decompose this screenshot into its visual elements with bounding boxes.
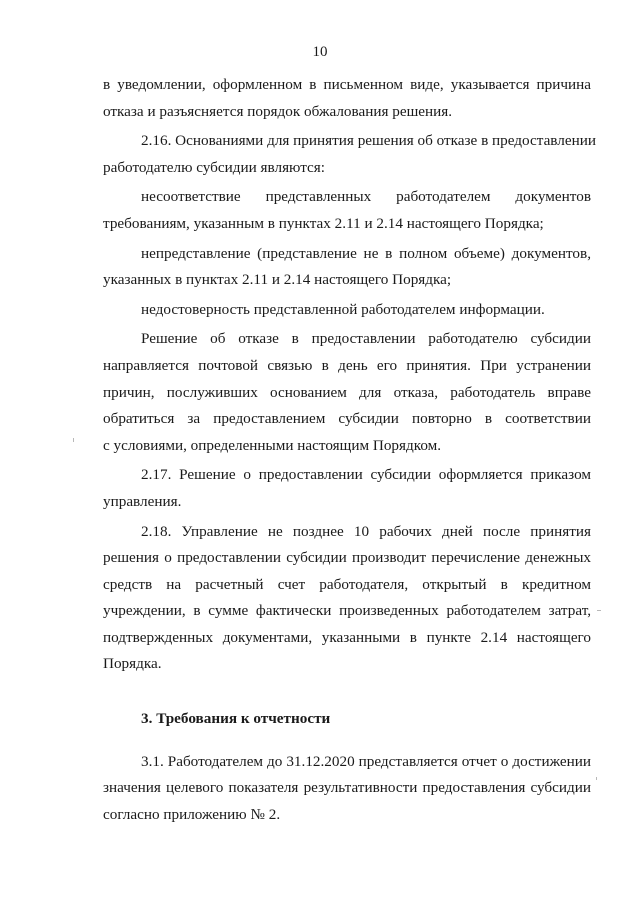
list-item-1: несоответствие представленных работодателем документов (141, 188, 591, 206)
text-line: с условиями, определенными настоящим Порядком. (103, 436, 442, 454)
paragraph-3-1: 3.1. Работодателем до 31.12.2020 представляется отчет о достижении (141, 752, 591, 770)
text-line: требованиям, указанным в пунктах 2.11 и 2.14 настоящего Порядка; (103, 214, 544, 232)
text-line: направляется почтовой связью в день его принятия. При устранении (103, 356, 591, 374)
paragraph-2-16: 2.16. Основаниями для принятия решения об отказе в предоставлении (141, 132, 596, 150)
page-number: 10 (312, 44, 328, 60)
text-line: отказа и разъясняется порядок обжалования решения. (103, 102, 453, 120)
text-line: обратиться за предоставлением субсидии повторно в соответствии (103, 410, 591, 428)
text-line: в уведомлении, оформленном в письменном виде, указывается причина (103, 76, 591, 93)
text-line: работодателю субсидии являются: (103, 158, 325, 176)
paragraph-2-18: 2.18. Управление не позднее 10 рабочих дней после принятия (141, 522, 591, 540)
section-heading: 3. Требования к отчетности (141, 710, 331, 728)
document-body (103, 72, 596, 828)
text-line: подтвержденных документами, указанными в пункте 2.14 настоящего (103, 628, 591, 646)
text-line: указанных в пунктах 2.11 и 2.14 настоящего Порядка; (103, 271, 452, 289)
text-line: значения целевого показателя результативности предоставления субсидии (103, 779, 591, 797)
list-item-3: недостоверность представленной работодателем информации. (141, 300, 545, 318)
text-line: согласно приложению № 2. (103, 805, 281, 823)
scan-mark (596, 777, 597, 780)
text-line: средств на расчетный счет работодателя, открытый в кредитном (103, 575, 591, 593)
scan-mark (73, 438, 74, 442)
scan-mark (597, 610, 601, 611)
paragraph-refusal: Решение об отказе в предоставлении работодателю субсидии (141, 330, 591, 348)
paragraph-2-17: 2.17. Решение о предоставлении субсидии оформляется приказом (141, 466, 591, 484)
text-line: управления. (103, 492, 182, 510)
text-line: решения о предоставлении субсидии производит перечисление денежных (103, 549, 591, 567)
list-item-2: непредставление (представление не в полном объеме) документов, (141, 244, 591, 262)
text-line: причин, послуживших основанием для отказа, работодатель вправе (103, 383, 591, 401)
text-line: Порядка. (103, 655, 162, 673)
text-line: учреждении, в сумме фактически произведенных работодателем затрат, (103, 602, 591, 620)
